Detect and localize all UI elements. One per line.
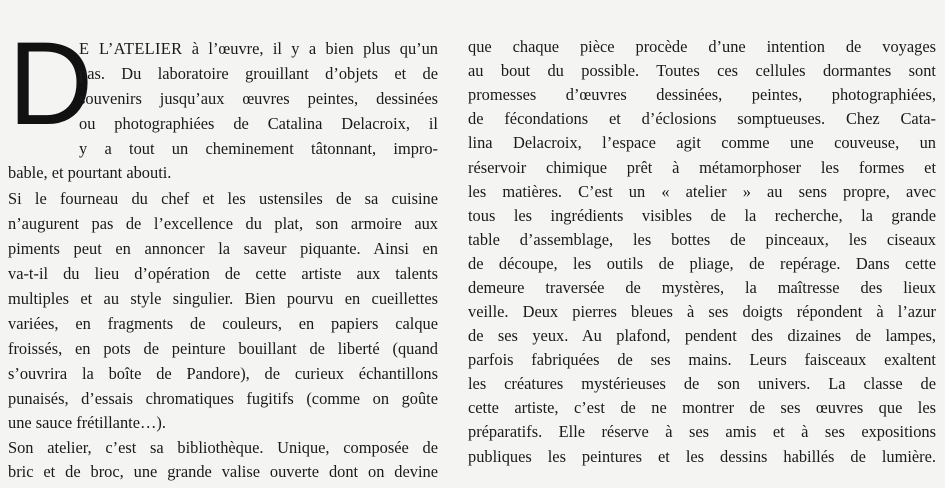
right-line-11: demeure traversée de mystères, la maîtresse des lieux (468, 278, 936, 297)
paragraph-2-line-3: piments peut en annoncer la saveur piquante. Ainsi en (8, 239, 438, 258)
right-line-8: tous les ingrédients visibles de la recherche, la grande (468, 206, 936, 225)
right-line-17: préparatifs. Elle réserve à ses amis et à ses expositions (468, 422, 936, 441)
paragraph-1-line-1 (79, 38, 438, 60)
right-line-2: au bout du possible. Toutes ces cellules dormantes sont (468, 61, 936, 80)
right-line-7: les matières. C’est un « atelier » au sens propre, avec (468, 182, 936, 201)
right-line-10: de découpe, les outils de pliage, de repérage. Dans cette (468, 254, 936, 273)
paragraph-2-line-9: punaisés, d’essais chromatiques fugitifs (comme on goûte (8, 389, 438, 408)
right-line-15: les créatures mystérieuses de son univers. La classe de (468, 374, 936, 393)
right-line-3: promesses d’œuvres dessinées, peintes, photographiées, (468, 85, 936, 104)
paragraph-3-line-2: bric et de broc, une grande valise ouverte dont on devine (8, 462, 438, 481)
line-text: à l’œuvre, il y a bien plus qu’un (182, 39, 438, 58)
paragraph-2-line-10: une sauce frétillante…). (8, 413, 166, 432)
opening-words: E L’ATELIER (79, 39, 183, 58)
paragraph-1-line-3: souvenirs jusqu’aux œuvres peintes, dessinées (79, 89, 438, 108)
paragraph-2-line-4: va-t-il du lieu d’opération de cette artiste aux talents (8, 264, 438, 283)
paragraph-3-line-1: Son atelier, c’est sa bibliothèque. Unique, composée de (8, 438, 438, 457)
right-line-13: de ses yeux. Au plafond, pendent des dizaines de lampes, (468, 326, 936, 345)
paragraph-1-line-4: ou photographiées de Catalina Delacroix, il (79, 114, 438, 133)
right-line-6: réservoir chimique prêt à métamorphoser les formes et (468, 158, 936, 177)
right-line-9: table d’assemblage, les bottes de pinceaux, les ciseaux (468, 230, 936, 249)
right-line-14: parfois fabriquées de ses mains. Leurs faisceaux exaltent (468, 350, 936, 369)
right-line-1: que chaque pièce procède d’une intention de voyages (468, 37, 936, 56)
right-line-16: cette artiste, c’est de ne montrer de ses œuvres que les (468, 398, 936, 417)
paragraph-1-line-5: y a tout un cheminement tâtonnant, impro- (79, 139, 438, 158)
paragraph-2-line-2: n’augurent pas de l’excellence du plat, son armoire aux (8, 214, 438, 233)
paragraph-1-line-2: pas. Du laboratoire grouillant d’objets et de (79, 64, 438, 83)
paragraph-2-line-6: variées, en fragments de couleurs, en papiers calque (8, 314, 438, 333)
paragraph-2-line-8: s’ouvrira la boîte de Pandore), de curieux échantillons (8, 364, 438, 383)
right-line-18: publiques les peintures et les dessins habillés de lumière. (468, 447, 936, 466)
paragraph-1-line-6: bable, et pourtant abouti. (8, 163, 172, 182)
right-line-12: veille. Deux pierres bleues à ses doigts répondent à l’azur (468, 302, 936, 321)
paragraph-2-line-1: Si le fourneau du chef et les ustensiles de sa cuisine (8, 189, 438, 208)
right-line-4: de fécondations et d’éclosions somptueuses. Chez Cata- (468, 109, 936, 128)
right-line-5: lina Delacroix, l’espace agit comme une couveuse, un (468, 133, 936, 152)
paragraph-2-line-5: multiples et au style singulier. Bien pourvu en cueillettes (8, 289, 438, 308)
paragraph-2-line-7: froissés, en pots de peinture bouillant de liberté (quand (8, 339, 438, 358)
drop-cap: D (8, 18, 94, 150)
